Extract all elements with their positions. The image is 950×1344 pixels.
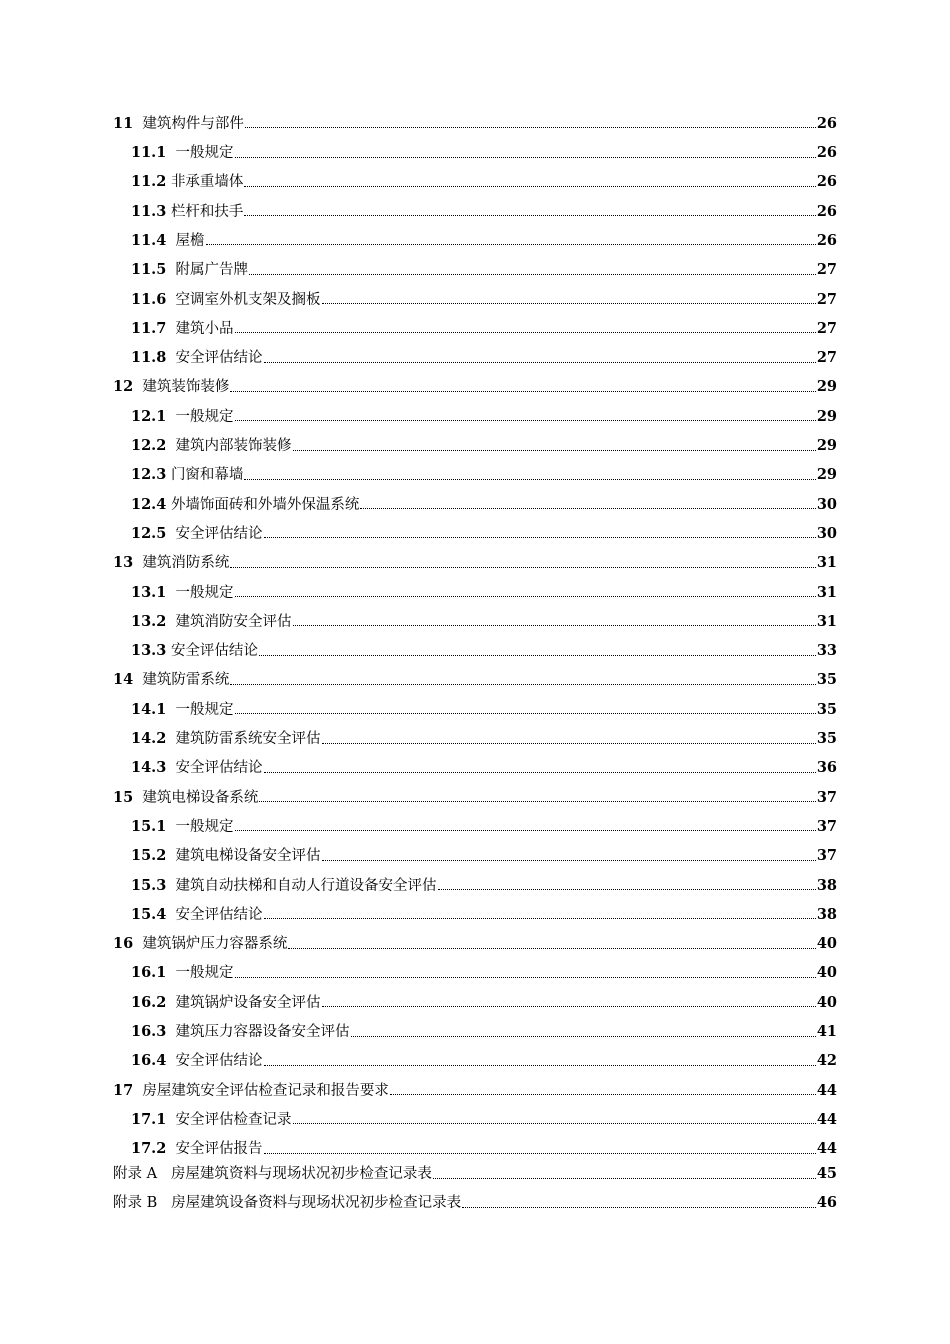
toc-entry-spacer (166, 732, 175, 747)
toc-entry-number: 11.5 (131, 261, 167, 279)
toc-entry-number: 11.6 (131, 290, 167, 308)
toc-leader-dots (235, 331, 816, 333)
toc-leader-dots (230, 390, 815, 392)
toc-entry-spacer (133, 673, 142, 688)
table-of-contents (113, 107, 837, 1216)
toc-leader-dots (264, 1152, 816, 1154)
toc-entry[interactable] (113, 1015, 837, 1044)
toc-entry-number: 16.2 (131, 993, 167, 1011)
toc-entry-spacer (166, 879, 175, 894)
toc-entry-spacer (166, 761, 175, 776)
toc-entry-page: 29 (816, 378, 837, 396)
toc-entry-page: 26 (816, 202, 837, 220)
toc-entry-number: 12.2 (131, 437, 167, 455)
toc-entry[interactable] (113, 1162, 837, 1187)
toc-leader-dots (235, 419, 816, 421)
toc-entry[interactable] (113, 253, 837, 282)
toc-leader-dots (293, 624, 816, 626)
toc-entry-number: 15.1 (131, 817, 167, 835)
toc-leader-dots (264, 1064, 816, 1066)
toc-entry-title: 房屋建筑资料与现场状况初步检查记录表 (170, 1166, 432, 1183)
toc-entry-spacer (133, 1084, 142, 1099)
toc-entry-number: 12.3 (131, 466, 167, 484)
toc-entry[interactable] (113, 107, 837, 136)
toc-leader-dots (235, 595, 816, 597)
toc-entry-title: 建筑锅炉压力容器系统 (142, 936, 288, 953)
toc-entry-title: 一般规定 (175, 965, 234, 982)
toc-leader-dots (264, 771, 816, 773)
toc-entry-title: 安全评估报告 (175, 1141, 263, 1158)
toc-leader-dots (230, 683, 815, 685)
toc-entry-number: 14.1 (131, 700, 167, 718)
toc-entry-spacer (133, 937, 142, 952)
toc-entry-spacer (166, 615, 175, 630)
toc-entry-number: 16.1 (131, 964, 167, 982)
toc-entry[interactable] (113, 605, 837, 634)
toc-entry-number: 附录 A (113, 1166, 158, 1183)
toc-entry[interactable] (113, 634, 837, 663)
toc-entry-page: 37 (816, 847, 837, 865)
toc-entry-number: 15.2 (131, 847, 167, 865)
toc-entry-page: 27 (816, 349, 837, 367)
toc-entry-number: 13.1 (131, 583, 167, 601)
toc-entry[interactable] (113, 781, 837, 810)
toc-entry-page: 27 (816, 290, 837, 308)
toc-leader-dots (249, 273, 816, 275)
toc-leader-dots (462, 1206, 816, 1208)
toc-entry-title: 建筑消防系统 (142, 555, 230, 572)
toc-entry-title: 一般规定 (175, 408, 234, 425)
toc-entry-number: 11.3 (131, 202, 167, 220)
toc-entry-page: 46 (816, 1194, 837, 1212)
toc-entry-number: 16.3 (131, 1023, 167, 1040)
toc-entry[interactable] (113, 195, 837, 224)
toc-entry[interactable] (113, 459, 837, 488)
toc-entry[interactable] (113, 722, 837, 751)
toc-entry-title: 一般规定 (175, 818, 234, 835)
toc-leader-dots (264, 917, 816, 919)
toc-entry-page: 30 (816, 524, 837, 542)
toc-entry-page: 40 (816, 935, 837, 953)
toc-entry-page: 37 (816, 788, 837, 806)
toc-entry-title: 建筑防雷系统安全评估 (175, 731, 321, 748)
toc-entry-page: 31 (816, 612, 837, 630)
toc-entry-page: 26 (816, 114, 837, 132)
toc-entry-spacer (166, 234, 175, 249)
toc-entry-number: 15 (113, 788, 134, 806)
toc-entry-title: 建筑压力容器设备安全评估 (175, 1024, 350, 1040)
toc-leader-dots (438, 888, 816, 890)
toc-entry-spacer (166, 908, 175, 923)
toc-entry-spacer (166, 351, 175, 366)
toc-entry-title: 房屋建筑安全评估检查记录和报告要求 (142, 1082, 389, 1099)
toc-entry-page: 26 (816, 144, 837, 162)
toc-entry-number: 11 (113, 114, 134, 132)
toc-entry[interactable] (113, 898, 837, 927)
toc-leader-dots (230, 566, 815, 568)
toc-entry-number: 11.8 (131, 349, 167, 367)
toc-entry[interactable] (113, 371, 837, 400)
toc-entry[interactable] (113, 136, 837, 165)
toc-entry-title: 安全评估结论 (175, 760, 263, 777)
toc-entry[interactable] (113, 810, 837, 839)
toc-leader-dots (390, 1093, 816, 1095)
toc-entry-page: 41 (816, 1023, 837, 1040)
toc-entry-title: 附属广告牌 (175, 262, 249, 279)
toc-entry[interactable] (113, 1074, 837, 1103)
toc-entry-title: 房屋建筑设备资料与现场状况初步检查记录表 (171, 1195, 462, 1212)
toc-entry-number: 17 (113, 1081, 134, 1099)
toc-entry-number: 14 (113, 671, 134, 689)
toc-entry-title: 建筑锅炉设备安全评估 (175, 994, 321, 1011)
toc-leader-dots (293, 1122, 816, 1124)
toc-entry-spacer (166, 820, 175, 835)
toc-entry-page: 38 (816, 905, 837, 923)
toc-leader-dots (235, 712, 816, 714)
toc-entry-number: 16.4 (131, 1052, 167, 1070)
toc-entry-title: 建筑防雷系统 (142, 672, 230, 689)
toc-leader-dots (322, 742, 816, 744)
toc-entry-title: 建筑消防安全评估 (175, 613, 292, 630)
toc-entry-page: 37 (816, 817, 837, 835)
toc-entry-page: 29 (816, 466, 837, 484)
toc-leader-dots (244, 214, 815, 216)
toc-entry-number: 附录 B (113, 1195, 158, 1212)
toc-entry-spacer (157, 1196, 171, 1211)
toc-entry-page: 44 (816, 1081, 837, 1099)
toc-entry-title: 栏杆和扶手 (170, 203, 244, 220)
toc-entry-spacer (166, 966, 175, 981)
toc-leader-dots (259, 654, 816, 656)
toc-entry-spacer (166, 1113, 175, 1128)
toc-entry-page: 36 (816, 759, 837, 777)
toc-leader-dots (235, 829, 816, 831)
toc-entry[interactable] (113, 957, 837, 986)
toc-entry-spacer (166, 527, 175, 542)
toc-entry-page: 26 (816, 173, 837, 191)
toc-entry-number: 14.2 (131, 730, 167, 748)
toc-entry-page: 29 (816, 407, 837, 425)
toc-entry-title: 安全评估结论 (175, 350, 263, 367)
toc-entry-number: 15.3 (131, 876, 167, 894)
toc-entry-page: 30 (816, 495, 837, 513)
toc-entry[interactable] (113, 429, 837, 458)
toc-entry[interactable] (113, 693, 837, 722)
toc-leader-dots (433, 1177, 816, 1179)
toc-entry-page: 29 (816, 437, 837, 455)
toc-leader-dots (264, 536, 816, 538)
toc-leader-dots (322, 859, 816, 861)
toc-leader-dots (244, 185, 815, 187)
toc-entry-title: 一般规定 (175, 145, 234, 162)
toc-entry-number: 11.7 (131, 319, 167, 337)
toc-entry-spacer (166, 849, 175, 864)
toc-entry-number: 12.5 (131, 524, 167, 542)
toc-entry-spacer (133, 117, 142, 132)
toc-entry-number: 12.1 (131, 407, 167, 425)
toc-entry-spacer (157, 1167, 171, 1182)
toc-entry-number: 17.2 (131, 1140, 167, 1158)
toc-entry-title: 安全评估结论 (170, 643, 258, 660)
toc-entry-page: 44 (816, 1110, 837, 1128)
toc-entry-page: 38 (816, 876, 837, 894)
toc-entry-spacer (133, 380, 142, 395)
toc-entry-page: 40 (816, 964, 837, 982)
toc-entry-page: 35 (816, 730, 837, 748)
toc-entry-title: 空调室外机支架及搁板 (175, 291, 321, 308)
toc-entry-number: 11.4 (131, 231, 167, 249)
toc-entry-spacer (166, 996, 175, 1011)
toc-entry-number: 12 (113, 378, 134, 396)
toc-leader-dots (264, 361, 816, 363)
toc-entry-title: 建筑小品 (175, 320, 234, 337)
toc-entry[interactable] (113, 1103, 837, 1132)
toc-entry-page: 35 (816, 671, 837, 689)
toc-entry-page: 44 (816, 1140, 837, 1158)
toc-entry[interactable] (113, 839, 837, 868)
toc-entry[interactable] (113, 664, 837, 693)
toc-leader-dots (235, 156, 816, 158)
toc-entry-number: 13 (113, 554, 134, 572)
toc-entry-page: 26 (816, 231, 837, 249)
toc-entry-number: 15.4 (131, 905, 167, 923)
toc-entry-page: 31 (816, 554, 837, 572)
toc-entry-number: 13.3 (131, 642, 167, 660)
toc-entry[interactable] (113, 400, 837, 429)
toc-entry[interactable] (113, 1045, 837, 1074)
toc-entry-spacer (166, 410, 175, 425)
toc-entry-title: 安全评估检查记录 (175, 1111, 292, 1128)
toc-entry-page: 35 (816, 700, 837, 718)
toc-entry-title: 建筑构件与部件 (142, 115, 244, 132)
toc-entry[interactable] (113, 312, 837, 341)
toc-leader-dots (360, 507, 815, 509)
toc-entry-title: 建筑自动扶梯和自动人行道设备安全评估 (175, 877, 437, 894)
toc-entry-page: 33 (816, 642, 837, 660)
toc-entry-page: 27 (816, 261, 837, 279)
toc-entry-title: 屋檐 (175, 232, 205, 249)
toc-entry[interactable] (113, 341, 837, 370)
toc-entry-title: 一般规定 (175, 701, 234, 718)
toc-entry[interactable] (113, 224, 837, 253)
toc-leader-dots (351, 1035, 816, 1037)
toc-entry-number: 12.4 (131, 495, 167, 513)
toc-entry-spacer (166, 146, 175, 161)
toc-entry[interactable] (113, 488, 837, 517)
toc-entry-spacer (166, 293, 175, 308)
toc-entry-number: 16 (113, 935, 134, 953)
toc-entry-page: 40 (816, 993, 837, 1011)
toc-entry-spacer (166, 439, 175, 454)
toc-entry-page: 42 (816, 1052, 837, 1070)
toc-entry-title: 安全评估结论 (175, 1053, 263, 1070)
toc-entry-title: 建筑电梯设备安全评估 (175, 848, 321, 865)
toc-entry[interactable] (113, 517, 837, 546)
toc-entry-spacer (166, 1142, 175, 1157)
toc-entry-spacer (166, 586, 175, 601)
toc-entry-spacer (166, 263, 175, 278)
toc-entry-page: 27 (816, 319, 837, 337)
toc-entry-title: 门窗和幕墙 (170, 467, 244, 484)
toc-entry[interactable] (113, 576, 837, 605)
toc-entry-spacer (133, 556, 142, 571)
toc-entry[interactable] (113, 752, 837, 781)
toc-entry-title: 安全评估结论 (175, 906, 263, 923)
toc-entry[interactable] (113, 283, 837, 312)
toc-leader-dots (288, 947, 815, 949)
toc-entry-title: 建筑装饰装修 (142, 379, 230, 396)
toc-leader-dots (293, 449, 816, 451)
toc-entry-spacer (133, 791, 142, 806)
toc-entry-number: 13.2 (131, 612, 167, 630)
toc-leader-dots (245, 126, 816, 128)
toc-entry-page: 31 (816, 583, 837, 601)
toc-leader-dots (322, 1005, 816, 1007)
toc-entry-number: 11.2 (131, 173, 167, 191)
toc-entry[interactable] (113, 1132, 837, 1161)
toc-entry-title: 建筑电梯设备系统 (142, 789, 259, 806)
toc-entry-title: 一般规定 (175, 584, 234, 601)
toc-leader-dots (322, 302, 816, 304)
toc-entry[interactable] (113, 1187, 837, 1216)
toc-entry-title: 建筑内部装饰装修 (175, 438, 292, 455)
toc-entry[interactable] (113, 927, 837, 956)
toc-entry-page: 45 (816, 1165, 837, 1183)
toc-leader-dots (235, 976, 816, 978)
toc-entry-title: 非承重墙体 (170, 174, 244, 191)
toc-entry[interactable] (113, 869, 837, 898)
toc-entry-spacer (166, 322, 175, 337)
toc-entry[interactable] (113, 166, 837, 195)
toc-entry-spacer (166, 1054, 175, 1069)
toc-entry-number: 14.3 (131, 759, 167, 777)
toc-leader-dots (244, 478, 815, 480)
toc-leader-dots (206, 243, 816, 245)
toc-entry-title: 安全评估结论 (175, 525, 263, 542)
toc-entry-spacer (166, 703, 175, 718)
toc-entry-number: 17.1 (131, 1110, 167, 1128)
toc-entry-title: 外墙饰面砖和外墙外保温系统 (170, 496, 360, 513)
toc-entry[interactable] (113, 546, 837, 575)
toc-entry-number: 11.1 (131, 144, 167, 162)
toc-entry-spacer (166, 1025, 175, 1040)
toc-entry[interactable] (113, 986, 837, 1015)
toc-leader-dots (259, 800, 815, 802)
